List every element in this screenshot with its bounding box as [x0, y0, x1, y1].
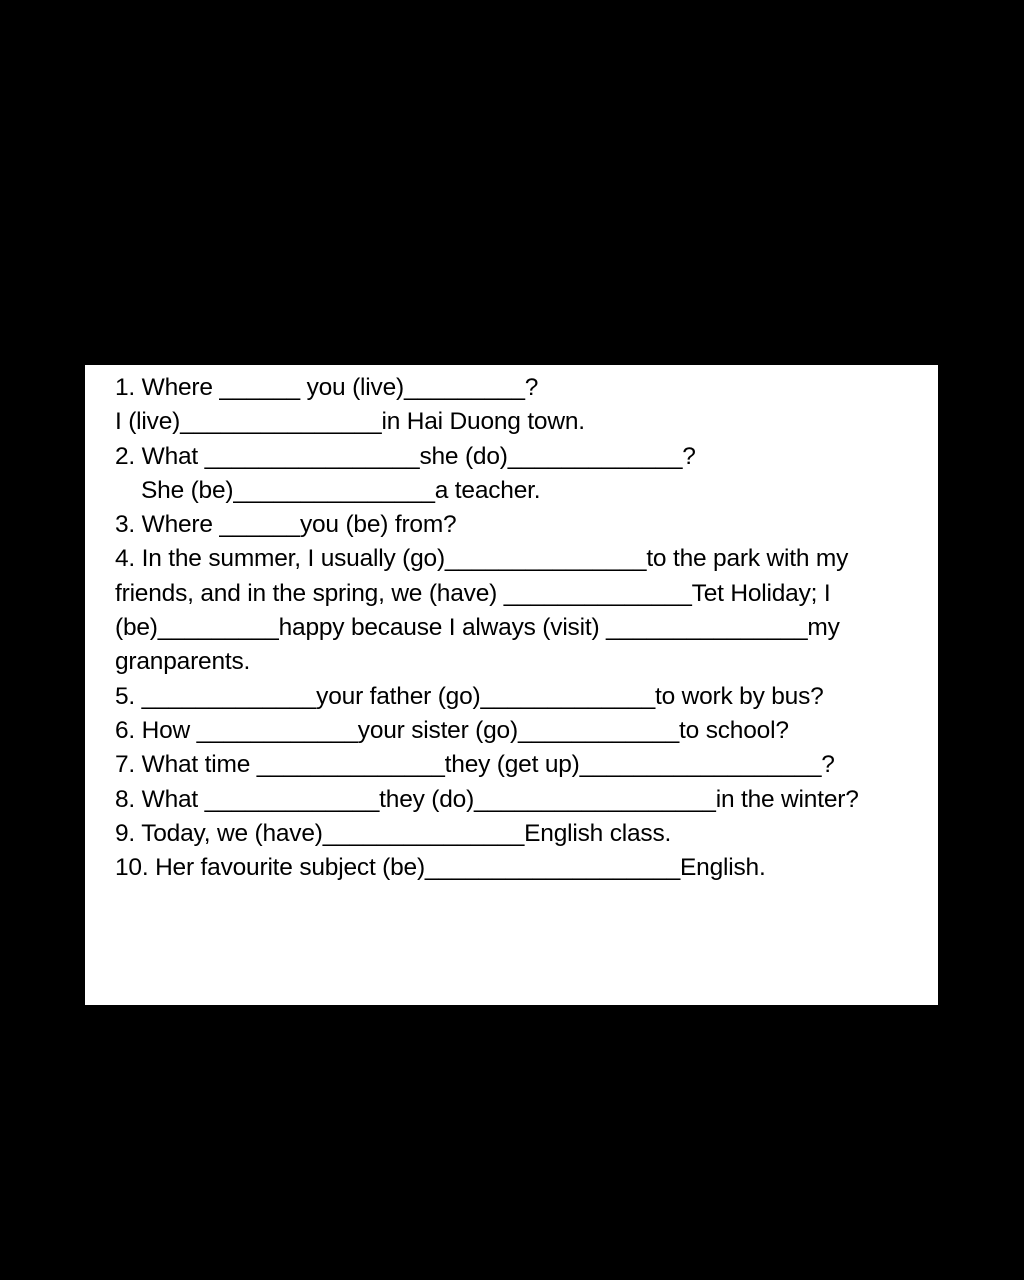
exercise-line-4-part-3: (be)_________happy because I always (visit) _______________my	[115, 614, 840, 642]
exercise-line-4-part-1: 4. In the summer, I usually (go)_______________to the park with my	[115, 545, 849, 573]
exercise-line-10: 10. Her favourite subject (be)___________________English.	[115, 854, 766, 882]
exercise-line-4-part-4: granparents.	[115, 648, 251, 676]
exercise-line-2-answer: She (be)_______________a teacher.	[141, 476, 541, 504]
exercise-line-4-part-2: friends, and in the spring, we (have) ______________Tet Holiday; I	[115, 579, 831, 607]
exercise-line-2-question: 2. What ________________she (do)_____________?	[115, 442, 696, 470]
exercise-line-1-question: 1. Where ______ you (live)_________?	[115, 374, 539, 401]
exercise-line-3: 3. Where ______you (be) from?	[115, 511, 457, 539]
worksheet-page	[85, 365, 938, 1005]
exercise-line-6: 6. How ____________your sister (go)____________to school?	[115, 716, 789, 744]
exercise-line-5: 5. _____________your father (go)_____________to work by bus?	[115, 682, 824, 710]
exercise-line-7: 7. What time ______________they (get up)__________________?	[115, 751, 835, 779]
exercise-line-8: 8. What _____________they (do)__________________in the winter?	[115, 785, 859, 813]
exercise-line-9: 9. Today, we (have)_______________English class.	[115, 819, 672, 847]
exercise-line-1-answer: I (live)_______________in Hai Duong town.	[115, 408, 585, 436]
